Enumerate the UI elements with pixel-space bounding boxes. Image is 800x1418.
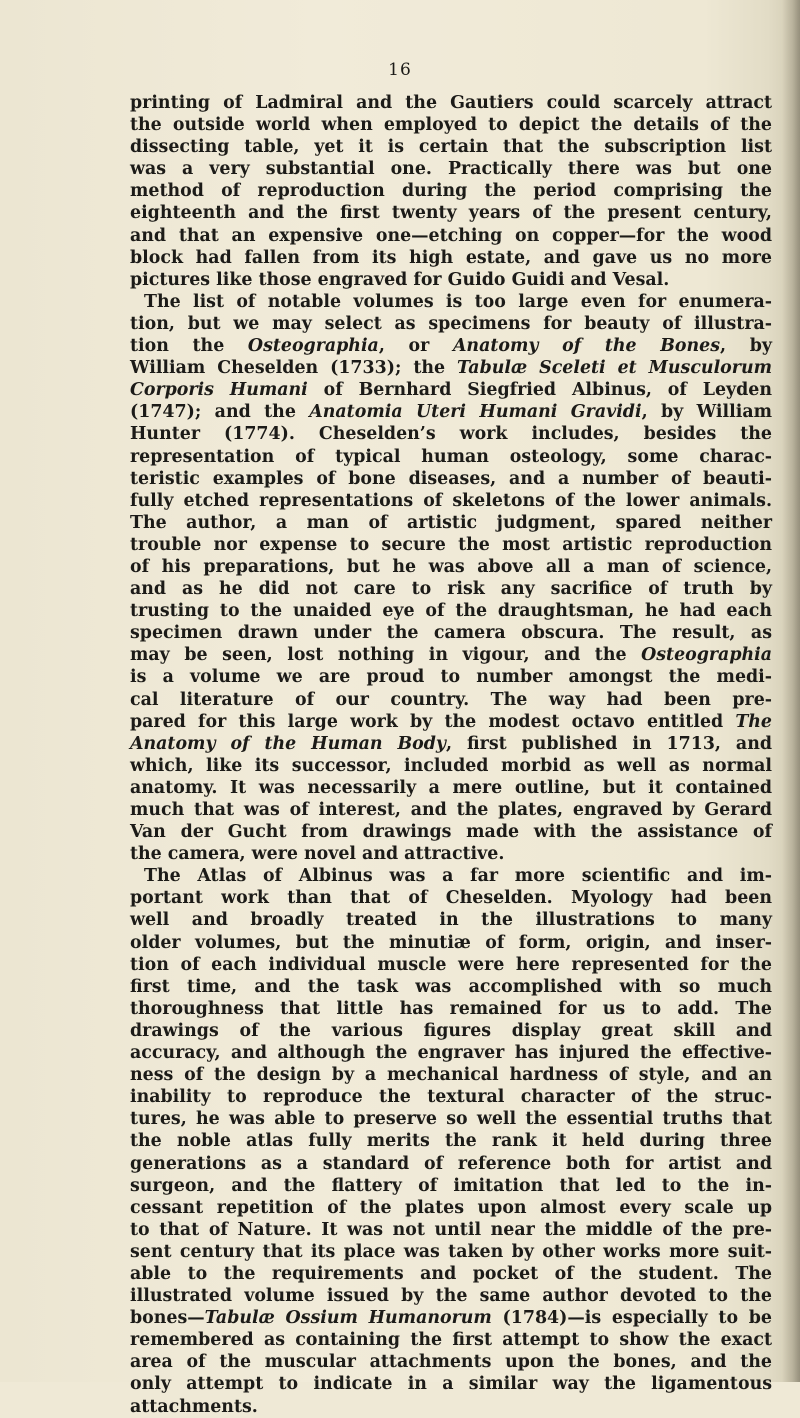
text-line: tion, but we may select as specimens for beauty of illustra- xyxy=(130,313,772,334)
text-line: portant work than that of Cheselden. Myology had been xyxy=(130,888,772,909)
text-line: cal literature of our country. The way had been pre- xyxy=(130,689,772,710)
body-text xyxy=(130,92,772,1418)
text-line: William Cheselden (1733); the Tabulæ Sceleti et Musculorum xyxy=(130,358,772,379)
text-line: Van der Gucht from drawings made with the assistance of xyxy=(130,822,772,843)
page-number: 16 xyxy=(388,60,412,80)
paragraph-1 xyxy=(130,92,772,291)
text-line: The author, a man of artistic judgment, spared neither xyxy=(130,512,772,533)
text-line: able to the requirements and pocket of the student. The xyxy=(130,1263,772,1284)
text-line: tures, he was able to preserve so well the essential truths that xyxy=(130,1109,772,1130)
text-line: tion of each individual muscle were here represented for the xyxy=(130,954,772,975)
text-line: bones—Tabulæ Ossium Humanorum (1784)—is especially to be xyxy=(130,1308,772,1329)
text-line: tion the Osteographia, or Anatomy of the Bones, by xyxy=(130,336,773,357)
text-line: (1747); and the Anatomia Uteri Humani Gravidi, by William xyxy=(130,402,773,423)
text-line: is a volume we are proud to number amongst the medi- xyxy=(130,667,772,688)
text-line: teristic examples of bone diseases, and a number of beauti- xyxy=(130,468,772,489)
text-line: surgeon, and the flattery of imitation that led to the in- xyxy=(130,1175,772,1196)
paragraph-2 xyxy=(130,291,772,865)
text-line: The Atlas of Albinus was a far more scientific and im- xyxy=(144,866,772,887)
text-line: attachments. xyxy=(130,1396,258,1417)
text-line: may be seen, lost nothing in vigour, and the Osteographia xyxy=(130,645,772,666)
text-line: generations as a standard of reference both for artist and xyxy=(130,1153,772,1174)
text-line: illustrated volume issued by the same author devoted to the xyxy=(130,1286,772,1307)
text-line: The list of notable volumes is too large even for enumera- xyxy=(144,291,772,312)
text-line: first time, and the task was accomplished with so much xyxy=(130,976,772,997)
text-line: drawings of the various figures display great skill and xyxy=(130,1020,772,1041)
text-line: ness of the design by a mechanical hardness of style, and an xyxy=(130,1065,772,1086)
text-line: representation of typical human osteology, some charac- xyxy=(130,446,772,467)
text-line: well and broadly treated in the illustrations to many xyxy=(130,910,772,931)
text-line: eighteenth and the first twenty years of the present century, xyxy=(130,203,772,224)
text-line: printing of Ladmiral and the Gautiers could scarcely attract xyxy=(130,93,772,113)
text-line: the noble atlas fully merits the rank it held during three xyxy=(130,1131,772,1152)
text-line: of his preparations, but he was above all a man of science, xyxy=(130,556,772,577)
text-line: only attempt to indicate in a similar way the ligamentous xyxy=(130,1374,772,1395)
text-line: specimen drawn under the camera obscura. The result, as xyxy=(130,623,772,644)
text-line: Corporis Humani of Bernhard Siegfried Albinus, of Leyden xyxy=(130,380,772,401)
text-line: area of the muscular attachments upon the bones, and the xyxy=(130,1352,772,1373)
page-edge-shadow xyxy=(782,0,800,1382)
text-line: method of reproduction during the period comprising the xyxy=(130,181,772,202)
text-line: anatomy. It was necessarily a mere outline, but it contained xyxy=(130,777,772,798)
text-line: pared for this large work by the modest octavo entitled The xyxy=(130,711,772,732)
text-line: Anatomy of the Human Body, first published in 1713, and xyxy=(130,733,772,754)
text-line: accuracy, and although the engraver has injured the effective- xyxy=(130,1043,772,1064)
text-line: pictures like those engraved for Guido Guidi and Vesal. xyxy=(130,269,670,290)
text-line: inability to reproduce the textural character of the struc- xyxy=(130,1087,772,1108)
text-line: and that an expensive one—etching on copper—for the wood xyxy=(130,225,772,246)
text-line: trouble nor expense to secure the most artistic reproduction xyxy=(130,534,772,555)
text-line: dissecting table, yet it is certain that the subscription list xyxy=(130,137,772,158)
text-line: sent century that its place was taken by other works more suit- xyxy=(130,1241,772,1262)
text-line: remembered as containing the first attempt to show the exact xyxy=(130,1330,772,1351)
text-line: which, like its successor, included morbid as well as normal xyxy=(130,755,772,776)
paragraph-3 xyxy=(130,865,772,1417)
text-line: trusting to the unaided eye of the draughtsman, he had each xyxy=(130,601,772,622)
text-line: older volumes, but the minutiæ of form, origin, and inser- xyxy=(130,932,772,953)
text-line: thoroughness that little has remained for us to add. The xyxy=(130,998,772,1019)
text-line: was a very substantial one. Practically there was but one xyxy=(130,159,772,180)
text-line: fully etched representations of skeletons of the lower animals. xyxy=(130,490,772,511)
text-line: to that of Nature. It was not until near the middle of the pre- xyxy=(130,1219,772,1240)
text-line: and as he did not care to risk any sacrifice of truth by xyxy=(130,579,772,600)
text-line: much that was of interest, and the plates, engraved by Gerard xyxy=(130,800,772,820)
text-line: block had fallen from its high estate, and gave us no more xyxy=(130,247,772,268)
text-line: cessant repetition of the plates upon almost every scale up xyxy=(130,1197,772,1218)
text-line: the camera, were novel and attractive. xyxy=(130,844,505,865)
text-line: Hunter (1774). Cheselden’s work includes, besides the xyxy=(130,424,772,445)
text-line: the outside world when employed to depict the details of the xyxy=(130,115,772,136)
